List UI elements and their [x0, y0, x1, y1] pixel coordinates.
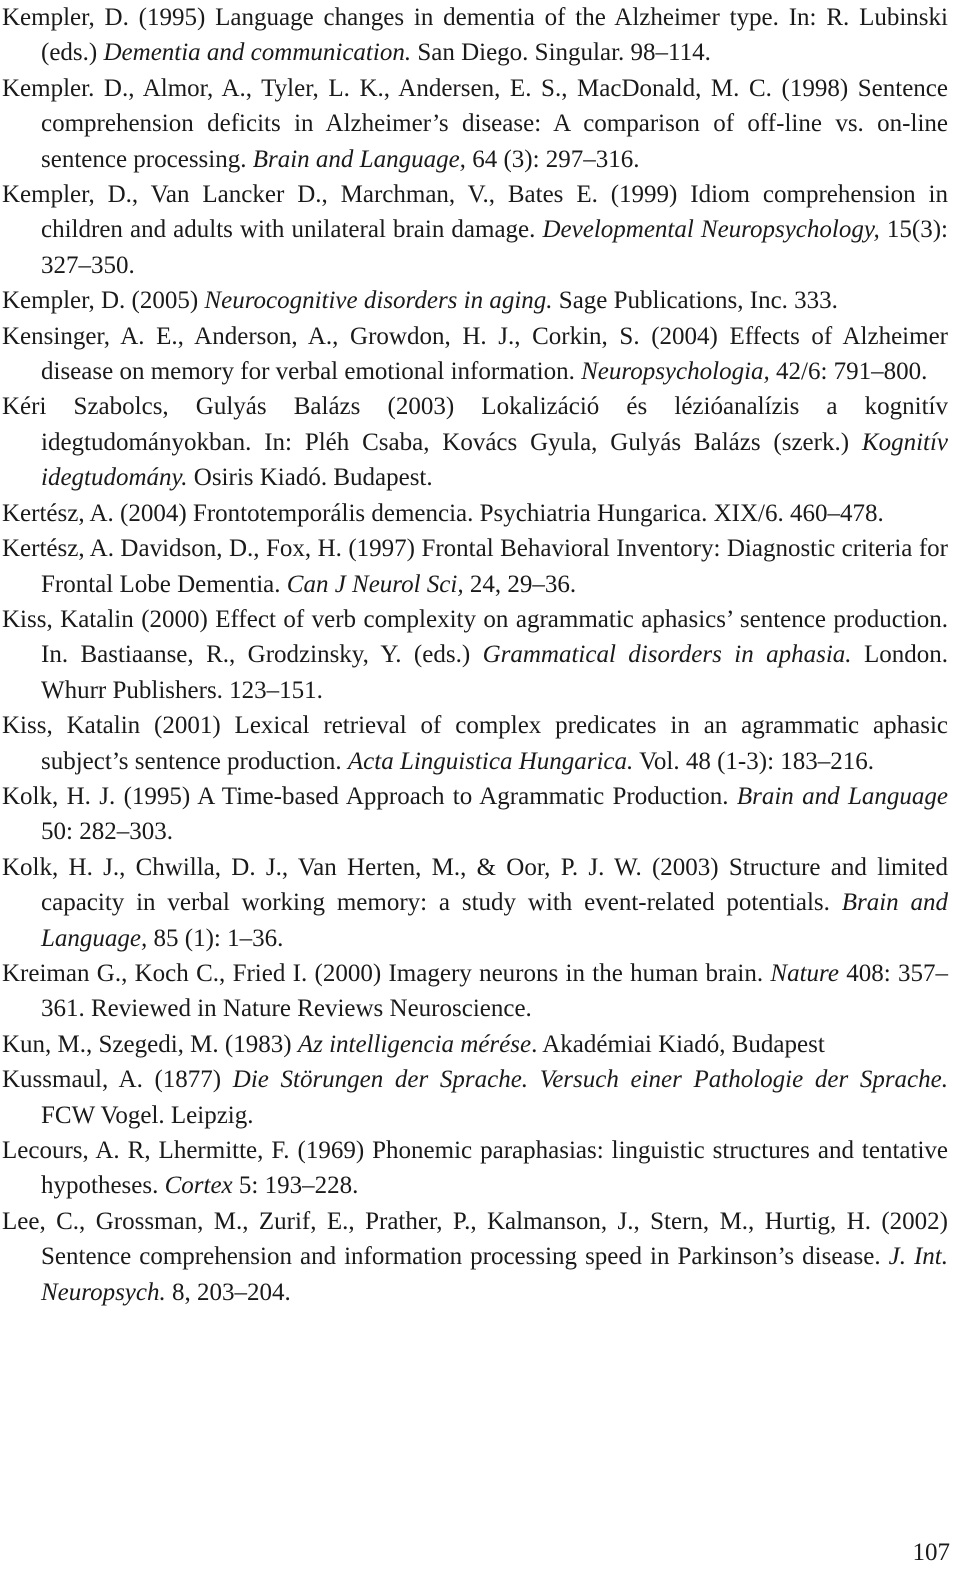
reference-entry [2, 1027, 948, 1062]
reference-source-title: J. Int. Neuropsych. [41, 1243, 948, 1306]
reference-text: 8, 203–204. [165, 1278, 291, 1306]
reference-text: 64 (3): 297–316. [465, 145, 640, 173]
reference-text: 15(3): 327–350. [41, 216, 948, 279]
reference-text: Kempler, D., Van Lancker D., Marchman, V., Bates E. (1999) Idiom comprehension in children and adults with unilateral brain damage. [2, 181, 948, 244]
reference-entry [2, 1062, 948, 1133]
reference-source-title: Dementia and communication. [103, 39, 412, 67]
reference-source-title: Kognitív idegtudomány. [41, 428, 948, 492]
reference-text: 408: 357–361. Reviewed in Nature Reviews Neuroscience. [41, 959, 948, 1023]
reference-text: Kiss, Katalin (2000) Effect of verb complexity on agrammatic aphasics’ sentence production. In. Bastiaanse, R., Grodzinsky, Y. (eds.) [2, 605, 948, 669]
reference-source-title: Cortex [164, 1172, 233, 1200]
reference-text: Kolk, H. J., Chwilla, D. J., Van Herten, M., & Oor, P. J. W. (2003) Structure and limited capacity in verbal working memory: a study with event-related potentials. [2, 853, 948, 917]
reference-entry [2, 71, 948, 177]
reference-text: Kempler, D. (1995) Language changes in dementia of the Alzheimer type. In: R. Lubinski (eds.) [2, 4, 948, 67]
reference-source-title: Die Störungen der Sprache. Versuch einer Pathologie der Sprache. [232, 1066, 948, 1094]
reference-text: Kempler, D. (2005) [2, 287, 205, 315]
reference-source-title: Can J Neurol Sci, [286, 570, 464, 598]
reference-entry [2, 956, 948, 1027]
reference-entry [2, 177, 948, 283]
reference-text: Kun, M., Szegedi, M. (1983) [2, 1030, 298, 1058]
reference-text: Kéri Szabolcs, Gulyás Balázs (2003) Lokalizáció és lézióanalízis a kognitív idegtudományokban. In: Pléh Csaba, Kovács Gyula, Gulyás Balázs (szerk.) [2, 393, 948, 456]
reference-text: Kolk, H. J. (1995) A Time-based Approach to Agrammatic Production. [2, 782, 737, 810]
reference-text: . Akadémiai Kiadó, Budapest [531, 1030, 825, 1058]
reference-text: Kussmaul, A. (1877) [2, 1066, 233, 1094]
reference-text: 50: 282–303. [41, 818, 173, 846]
reference-source-title: Brain and Language, [252, 145, 466, 173]
reference-entry [2, 531, 948, 602]
reference-text: FCW Vogel. Leipzig. [41, 1101, 254, 1129]
reference-source-title: Brain and Language, [41, 889, 948, 952]
reference-entry [2, 0, 948, 71]
reference-text: Sage Publications, Inc. 333. [552, 287, 838, 315]
reference-entry [2, 779, 948, 850]
reference-text: London. Whurr Publishers. 123–151. [41, 641, 948, 704]
reference-source-title: Nature [770, 959, 839, 987]
reference-text: Kiss, Katalin (2001) Lexical retrieval of complex predicates in an agrammatic aphasic subject’s sentence production. [2, 712, 948, 775]
reference-text: 5: 193–228. [232, 1172, 359, 1200]
reference-entry [2, 319, 948, 390]
reference-text: 42/6: 791–800. [769, 358, 928, 386]
reference-entry [2, 708, 948, 779]
page-number: 107 [912, 1539, 950, 1566]
reference-entry [2, 1204, 948, 1310]
reference-text: Vol. 48 (1-3): 183–216. [633, 747, 875, 775]
reference-text: Lee, C., Grossman, M., Zurif, E., Prather, P., Kalmanson, J., Stern, M., Hurtig, H. (2002) Sentence comprehension and information processing speed in Parkinson’s disease. [2, 1207, 948, 1271]
reference-list [2, 0, 948, 1310]
reference-text: Kertész, A. (2004) Frontotemporális demencia. Psychiatria Hungarica. XIX/6. 460–478. [2, 499, 884, 527]
reference-source-title: Acta Linguistica Hungarica. [347, 747, 634, 775]
reference-text: Osiris Kiadó. Budapest. [187, 464, 433, 492]
reference-entry [2, 283, 948, 318]
reference-text: Kensinger, A. E., Anderson, A., Growdon, H. J., Corkin, S. (2004) Effects of Alzheimer disease on memory for verbal emotional information. [2, 322, 948, 386]
reference-entry [2, 1133, 948, 1204]
reference-source-title: Developmental Neuropsychology, [542, 216, 880, 244]
reference-text: Lecours, A. R, Lhermitte, F. (1969) Phonemic paraphasias: linguistic structures and tentative hypotheses. [2, 1137, 948, 1200]
reference-source-title: Grammatical disorders in aphasia. [482, 641, 852, 669]
reference-source-title: Neurocognitive disorders in aging. [204, 287, 553, 315]
reference-text: San Diego. Singular. 98–114. [411, 39, 711, 67]
reference-entry [2, 602, 948, 708]
reference-source-title: Az intelligencia mérése [297, 1030, 532, 1058]
reference-entry [2, 850, 948, 956]
reference-source-title: Neuropsychologia, [581, 358, 770, 386]
reference-entry [2, 389, 948, 495]
reference-text: Kertész, A. Davidson, D., Fox, H. (1997) Frontal Behavioral Inventory: Diagnostic criteria for Frontal Lobe Dementia. [2, 535, 948, 598]
reference-text: Kreiman G., Koch C., Fried I. (2000) Imagery neurons in the human brain. [2, 959, 771, 987]
reference-text: Kempler. D., Almor, A., Tyler, L. K., Andersen, E. S., MacDonald, M. C. (1998) Sentence comprehension deficits in Alzheimer’s disease: A comparison of off-line vs. on-line sentence processing. [2, 74, 948, 173]
reference-entry [2, 496, 948, 531]
reference-source-title: Brain and Language [736, 782, 948, 810]
reference-text: 85 (1): 1–36. [147, 924, 284, 952]
reference-text: 24, 29–36. [463, 570, 577, 598]
